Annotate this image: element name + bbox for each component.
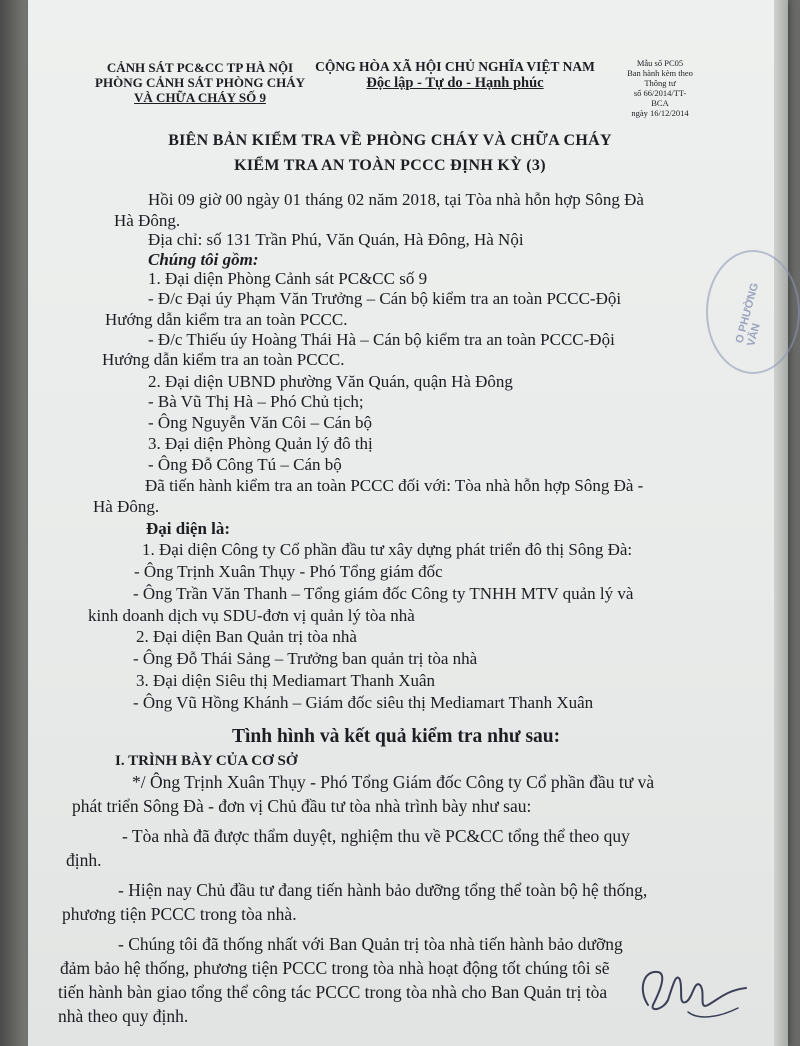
checked-line-1: Đã tiến hành kiểm tra an toàn PCCC đối với: Tòa nhà hỗn hợp Sông Đà -: [145, 476, 644, 495]
group-1-member-2-cont: Hướng dẫn kiểm tra an toàn PCCC.: [102, 350, 345, 369]
motto: Độc lập - Tự do - Hạnh phúc: [366, 75, 544, 91]
country-name: CỘNG HÒA XÃ HỘI CHỦ NGHĨA VIỆT NAM: [315, 59, 595, 74]
group-1-member-1: - Đ/c Đại úy Phạm Văn Trưởng – Cán bộ kiểm tra an toàn PCCC-Đội: [148, 289, 622, 308]
group-1-member-2: - Đ/c Thiếu úy Hoàng Thái Hà – Cán bộ kiểm tra an toàn PCCC-Đội: [148, 330, 615, 349]
section-1-para-4-cont-1: đảm bảo hệ thống, phương tiện PCCC trong tòa nhà hoạt động tốt chúng tôi sẽ: [60, 958, 610, 978]
section-1-para-2: - Tòa nhà đã được thẩm duyệt, nghiệm thu về PC&CC tổng thể theo quy: [122, 826, 630, 846]
issuing-agency: [90, 60, 310, 105]
intro-line-1: Hồi 09 giờ 00 ngày 01 tháng 02 năm 2018, tại Tòa nhà hỗn hợp Sông Đà: [148, 190, 644, 209]
document-subtitle: KIỂM TRA AN TOÀN PCCC ĐỊNH KỲ (3): [234, 157, 546, 174]
agency-line-3: VÀ CHỮA CHÁY SỐ 9: [134, 90, 266, 105]
signature-mark: [628, 950, 768, 1030]
group-1: 1. Đại diện Phòng Cảnh sát PC&CC số 9: [148, 269, 428, 288]
rep-3-member-1: - Ông Vũ Hồng Khánh – Giám đốc siêu thị Mediamart Thanh Xuân: [133, 693, 594, 712]
page-edge: [774, 0, 788, 1046]
national-motto: [305, 58, 605, 92]
rep-1-member-2-cont: kinh doanh dịch vụ SDU-đơn vị quản lý tòa nhà: [88, 606, 415, 625]
rep-1-member-2: - Ông Trần Văn Thanh – Tổng giám đốc Công ty TNHH MTV quản lý và: [133, 584, 634, 603]
group-3: 3. Đại diện Phòng Quản lý đô thị: [148, 434, 373, 453]
form-line-1: Mẫu số PC05: [636, 58, 684, 68]
group-1-member-1-cont: Hướng dẫn kiểm tra an toàn PCCC.: [105, 310, 348, 329]
document-title: BIÊN BẢN KIỂM TRA VỀ PHÒNG CHÁY VÀ CHỮA CHÁY: [168, 132, 612, 149]
results-heading: Tình hình và kết quả kiểm tra như sau:: [232, 726, 561, 747]
form-line-2: Ban hành kèm theo: [627, 68, 693, 78]
form-line-4: số 66/2014/TT-: [633, 88, 687, 98]
section-1-para-1-cont: phát triển Sông Đà - đơn vị Chủ đầu tư tòa nhà trình bày như sau:: [72, 796, 532, 816]
members-heading: Chúng tôi gồm:: [148, 250, 259, 269]
rep-1: 1. Đại diện Công ty Cổ phần đầu tư xây dựng phát triển đô thị Sông Đà:: [142, 540, 633, 559]
group-2-member-1: - Bà Vũ Thị Hà – Phó Chủ tịch;: [148, 392, 364, 411]
form-line-3: Thông tư: [644, 78, 676, 88]
rep-3: 3. Đại diện Siêu thị Mediamart Thanh Xuân: [136, 671, 436, 690]
section-1-para-2-cont: định.: [66, 850, 102, 870]
section-1-para-4-cont-2: tiến hành bàn giao tổng thể công tác PCCC trong tòa nhà cho Ban Quản trị tòa: [58, 982, 608, 1002]
official-stamp: [706, 250, 800, 374]
form-line-6: ngày 16/12/2014: [631, 108, 689, 118]
agency-line-1: CẢNH SÁT PC&CC TP HÀ NỘI: [106, 60, 294, 75]
representatives-heading: Đại diện là:: [146, 519, 231, 538]
stamp-text: O PHƯỜNG VĂN: [733, 281, 763, 348]
section-1-heading: I. TRÌNH BÀY CỦA CƠ SỞ: [115, 753, 298, 769]
rep-2-member-1: - Ông Đỗ Thái Sảng – Trưởng ban quản trị tòa nhà: [133, 649, 478, 668]
section-1-para-4-cont-3: nhà theo quy định.: [58, 1006, 189, 1026]
section-1-para-3: - Hiện nay Chủ đầu tư đang tiến hành bảo dưỡng tổng thể toàn bộ hệ thống,: [118, 880, 648, 900]
group-3-member-1: - Ông Đỗ Công Tú – Cán bộ: [148, 455, 342, 474]
background-edge: [0, 0, 28, 1046]
checked-line-2: Hà Đông.: [93, 497, 160, 516]
form-line-5: BCA: [651, 98, 669, 108]
section-1-para-4: - Chúng tôi đã thống nhất với Ban Quản trị tòa nhà tiến hành bảo dưỡng: [118, 934, 623, 954]
intro-line-2: Hà Đông.: [114, 211, 181, 230]
address-line: Địa chỉ: số 131 Trần Phú, Văn Quán, Hà Đông, Hà Nội: [148, 230, 524, 249]
form-number: [605, 58, 715, 118]
section-1-para-1: */ Ông Trịnh Xuân Thụy - Phó Tổng Giám đốc Công ty Cổ phần đầu tư và: [132, 772, 655, 792]
agency-line-2: PHÒNG CẢNH SÁT PHÒNG CHÁY: [95, 75, 305, 90]
rep-2: 2. Đại diện Ban Quản trị tòa nhà: [136, 627, 357, 646]
group-2: 2. Đại diện UBND phường Văn Quán, quận Hà Đông: [148, 372, 513, 391]
group-2-member-2: - Ông Nguyễn Văn Côi – Cán bộ: [148, 413, 372, 432]
section-1-para-3-cont: phương tiện PCCC trong tòa nhà.: [62, 904, 297, 924]
rep-1-member-1: - Ông Trịnh Xuân Thụy - Phó Tổng giám đốc: [134, 562, 443, 581]
